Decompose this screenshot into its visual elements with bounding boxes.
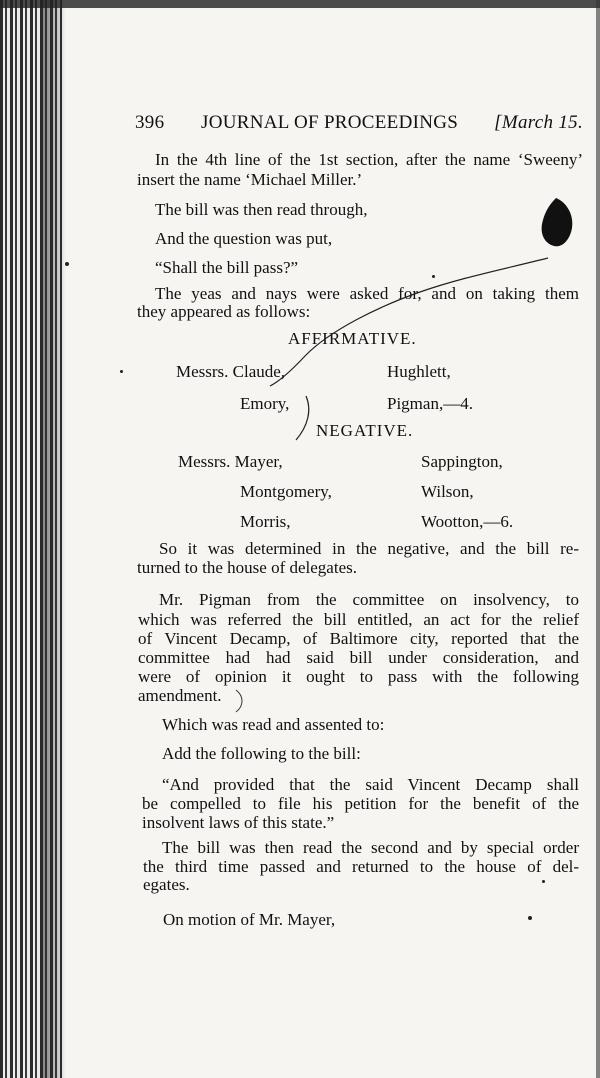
paragraph: Which was read and assented to: — [162, 715, 385, 734]
paragraph: The bill was then read through, — [155, 200, 368, 219]
paragraph-line: turned to the house of delegates. — [137, 558, 357, 577]
paragraph-line: So it was determined in the negative, and the bill re- — [159, 539, 579, 558]
vote-name: Pigman,—4. — [387, 394, 473, 413]
paragraph-line: Mr. Pigman from the committee on insolvency, to — [159, 590, 579, 609]
paragraph: Add the following to the bill: — [162, 744, 361, 763]
paragraph-line: “And provided that the said Vincent Decamp shall — [162, 775, 579, 794]
paragraph-line: In the 4th line of the 1st section, after the name ‘Sweeny’ — [155, 150, 583, 169]
top-edge — [0, 0, 600, 8]
paragraph: On motion of Mr. Mayer, — [163, 910, 336, 929]
speck — [528, 916, 532, 920]
paragraph-line: amendment. — [138, 686, 222, 705]
paragraph-line: The bill was then read the second and by special order — [162, 838, 579, 857]
right-edge — [596, 0, 600, 1078]
negative-heading: NEGATIVE. — [316, 421, 414, 440]
journal-title: JOURNAL OF PROCEEDINGS — [201, 112, 459, 133]
paragraph: And the question was put, — [155, 229, 333, 248]
paragraph-line: which was referred the bill entitled, an act for the relief — [138, 610, 579, 629]
speck — [120, 370, 123, 373]
vote-name: Morris, — [240, 512, 291, 531]
gutter-shadow — [40, 0, 66, 1078]
vote-name: Wootton,—6. — [421, 512, 514, 531]
vote-name: Montgomery, — [240, 482, 332, 501]
paragraph: “Shall the bill pass?” — [155, 258, 299, 277]
paragraph-line: egates. — [143, 875, 190, 894]
page-number: 396 — [135, 112, 165, 133]
paragraph-line: the third time passed and returned to the house of del- — [143, 857, 579, 876]
paragraph-line: be compelled to file his petition for the benefit of the — [142, 794, 579, 813]
vote-name: Sappington, — [421, 452, 503, 471]
header-date: [March 15. — [494, 112, 583, 133]
vote-name: Wilson, — [421, 482, 474, 501]
paragraph-line: insert the name ‘Michael Miller.’ — [137, 170, 363, 189]
speck — [65, 262, 69, 266]
affirmative-heading: AFFIRMATIVE. — [288, 329, 417, 348]
paragraph-line: were of opinion it ought to pass with the following — [138, 667, 579, 686]
paragraph-line: insolvent laws of this state.” — [142, 813, 335, 832]
paragraph-line: of Vincent Decamp, of Baltimore city, reported that the — [138, 629, 579, 648]
paragraph-line: they appeared as follows: — [137, 302, 311, 321]
vote-name: Messrs. Claude, — [176, 362, 286, 381]
paragraph-line: committee had had said bill under consideration, and — [138, 648, 579, 667]
ink-blot — [536, 196, 576, 250]
vote-name: Messrs. Mayer, — [178, 452, 283, 471]
speck — [542, 880, 545, 883]
vote-name: Emory, — [240, 394, 290, 413]
speck — [432, 275, 435, 278]
running-header — [135, 112, 583, 136]
vote-name: Hughlett, — [387, 362, 451, 381]
paragraph-line: The yeas and nays were asked for, and on taking them — [155, 284, 579, 303]
